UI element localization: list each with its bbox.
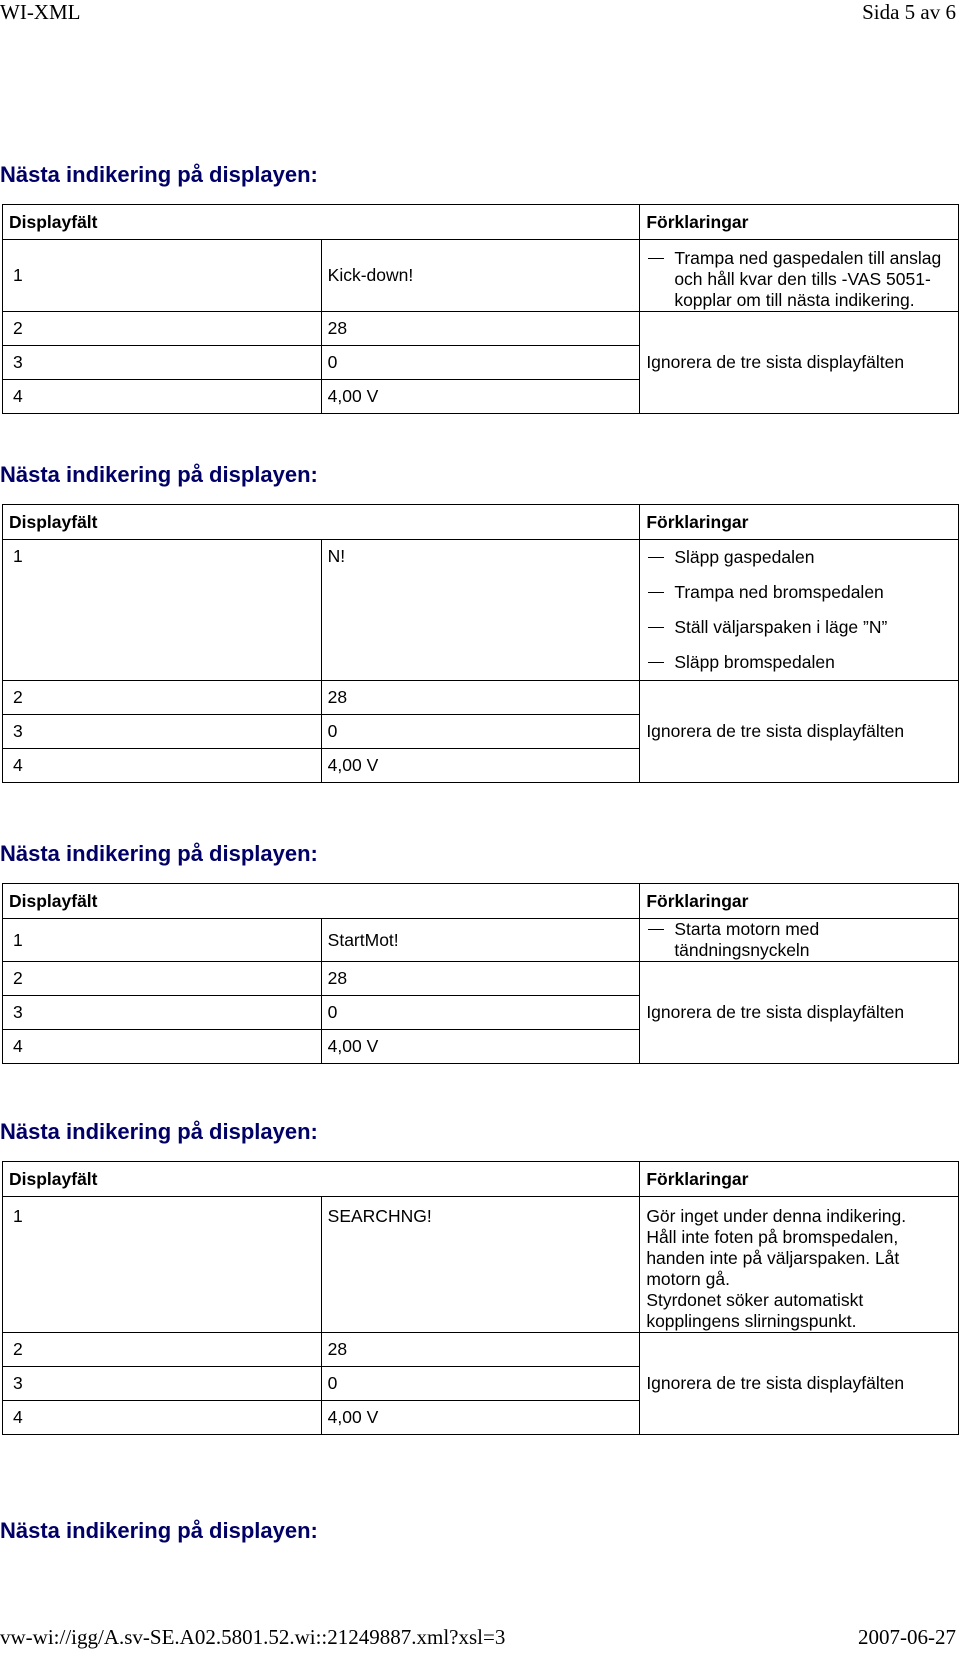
section-heading: Nästa indikering på displayen: <box>0 1518 318 1543</box>
row-number: 1 <box>3 540 322 681</box>
instruction-text: Trampa ned bromspedalen <box>674 582 884 602</box>
instruction-item <box>646 919 952 961</box>
instruction-item <box>646 610 952 645</box>
table-row <box>3 1197 959 1333</box>
ignore-note: Ignorera de tre sista displayfälten <box>640 962 959 1064</box>
instruction-item <box>646 540 952 575</box>
table-header-row <box>3 205 959 240</box>
table-row <box>3 540 959 681</box>
display-value: 4,00 V <box>321 380 640 414</box>
table-row <box>3 312 959 346</box>
dash-bullet-icon <box>646 617 674 638</box>
row-number: 1 <box>3 240 322 312</box>
ignore-note: Ignorera de tre sista displayfälten <box>640 312 959 414</box>
instruction-text: Trampa ned gaspedalen till anslag och håll kvar den tills -VAS 5051- kopplar om till nästa indikering. <box>674 248 942 310</box>
display-value: 28 <box>321 1333 640 1367</box>
page-footer-url: vw-wi://igg/A.sv-SE.A02.5801.52.wi::21249887.xml?xsl=3 <box>0 1625 506 1649</box>
display-value: N! <box>321 540 640 681</box>
display-table <box>2 204 959 414</box>
display-value: 4,00 V <box>321 1401 640 1435</box>
table-row <box>3 681 959 715</box>
column-header-display-field: Displayfält <box>3 1162 640 1197</box>
ignore-note: Ignorera de tre sista displayfälten <box>640 1333 959 1435</box>
row-number: 3 <box>3 996 322 1030</box>
display-value: 4,00 V <box>321 749 640 783</box>
instruction-text: Starta motorn med tändningsnyckeln <box>674 919 820 960</box>
row-number: 2 <box>3 1333 322 1367</box>
row-number: 3 <box>3 715 322 749</box>
table-row <box>3 240 959 312</box>
row-number: 2 <box>3 681 322 715</box>
table-header-row <box>3 884 959 919</box>
instruction-text: Släpp bromspedalen <box>674 652 835 672</box>
display-value: 0 <box>321 346 640 380</box>
dash-bullet-icon <box>646 248 674 269</box>
row-number: 1 <box>3 919 322 962</box>
page-header-title: WI-XML <box>0 0 81 24</box>
display-value: StartMot! <box>321 919 640 962</box>
display-value: 0 <box>321 715 640 749</box>
instruction-text: Håll inte foten på bromspedalen, handen inte på väljarspaken. Låt motorn gå. <box>646 1227 900 1289</box>
display-value: Kick-down! <box>321 240 640 312</box>
row-number: 1 <box>3 1197 322 1333</box>
instruction-text: Ställ väljarspaken i läge ”N” <box>674 617 888 637</box>
instruction-item <box>646 575 952 610</box>
row-number: 3 <box>3 1367 322 1401</box>
section-heading: Nästa indikering på displayen: <box>0 462 318 487</box>
explanation-cell <box>640 240 959 312</box>
display-table <box>2 883 959 1064</box>
column-header-explanations: Förklaringar <box>640 884 959 919</box>
column-header-explanations: Förklaringar <box>640 505 959 540</box>
column-header-explanations: Förklaringar <box>640 1162 959 1197</box>
section-heading: Nästa indikering på displayen: <box>0 162 318 187</box>
instruction-item <box>646 645 952 680</box>
row-number: 4 <box>3 1401 322 1435</box>
display-value: 28 <box>321 312 640 346</box>
column-header-display-field: Displayfält <box>3 884 640 919</box>
display-table <box>2 504 959 783</box>
display-value: 0 <box>321 996 640 1030</box>
column-header-display-field: Displayfält <box>3 505 640 540</box>
row-number: 3 <box>3 346 322 380</box>
dash-bullet-icon <box>646 652 674 673</box>
display-value: SEARCHNG! <box>321 1197 640 1333</box>
dash-bullet-icon <box>646 582 674 603</box>
table-row <box>3 1333 959 1367</box>
display-value: 28 <box>321 962 640 996</box>
table-header-row <box>3 505 959 540</box>
explanation-cell <box>640 919 959 962</box>
page-header-page-number: Sida 5 av 6 <box>862 0 956 24</box>
explanation-cell <box>640 540 959 681</box>
table-row <box>3 919 959 962</box>
row-number: 4 <box>3 380 322 414</box>
table-row <box>3 962 959 996</box>
column-header-display-field: Displayfält <box>3 205 640 240</box>
instruction-text: Styrdonet söker automatiskt kopplingens slirningspunkt. <box>646 1290 864 1331</box>
row-number: 2 <box>3 962 322 996</box>
dash-bullet-icon <box>646 919 674 940</box>
ignore-note: Ignorera de tre sista displayfälten <box>640 681 959 783</box>
display-value: 4,00 V <box>321 1030 640 1064</box>
column-header-explanations: Förklaringar <box>640 205 959 240</box>
instruction-item <box>646 248 952 311</box>
instruction-text: Släpp gaspedalen <box>674 547 815 567</box>
page-footer-date: 2007-06-27 <box>858 1625 956 1649</box>
row-number: 2 <box>3 312 322 346</box>
instruction-text: Gör inget under denna indikering. <box>646 1206 907 1226</box>
section-heading: Nästa indikering på displayen: <box>0 841 318 866</box>
display-table <box>2 1161 959 1435</box>
row-number: 4 <box>3 1030 322 1064</box>
table-header-row <box>3 1162 959 1197</box>
section-heading: Nästa indikering på displayen: <box>0 1119 318 1144</box>
display-value: 28 <box>321 681 640 715</box>
dash-bullet-icon <box>646 547 674 568</box>
explanation-cell <box>640 1197 959 1333</box>
display-value: 0 <box>321 1367 640 1401</box>
row-number: 4 <box>3 749 322 783</box>
